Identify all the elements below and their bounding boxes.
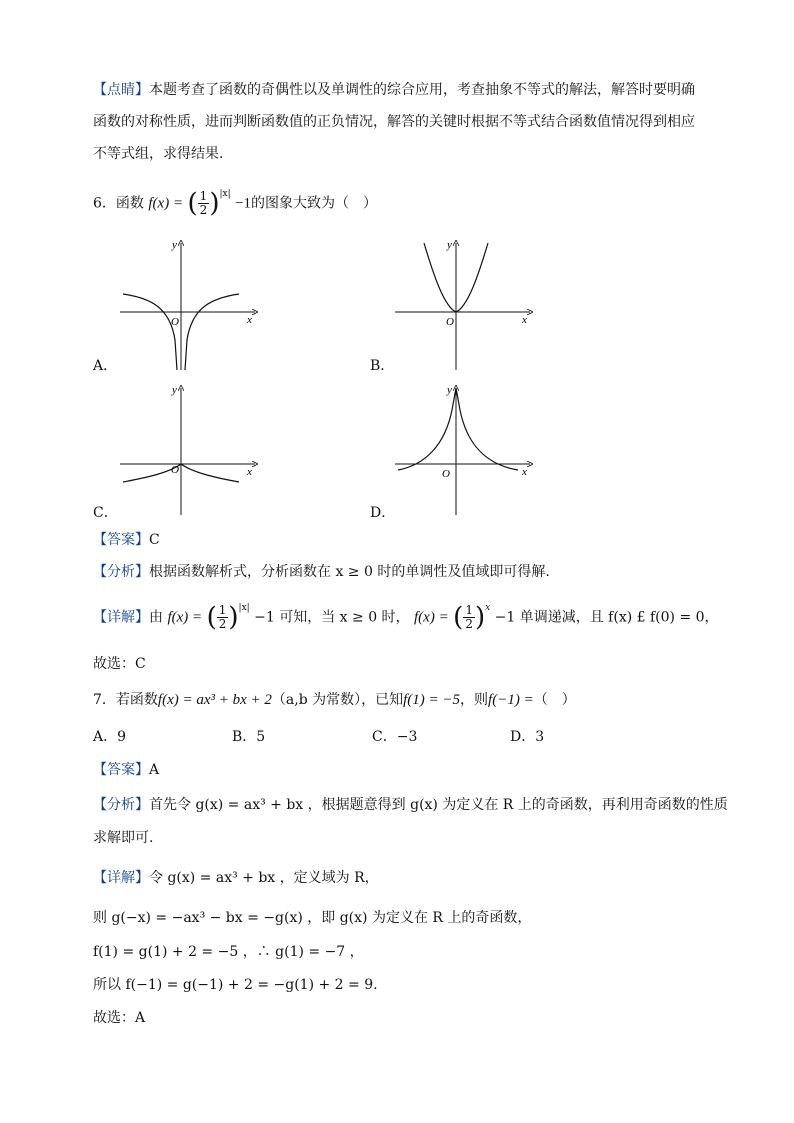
q7-option-a: A．9 bbox=[93, 729, 127, 745]
comment-tag: 【点睛】 bbox=[93, 82, 149, 98]
origin-label: O bbox=[446, 316, 454, 328]
svg-text:x: x bbox=[247, 314, 252, 326]
q5-comment-line2: 函数的对称性质，进而判断函数值的正负情况，解答的关键时根据不等式结合函数值情况得到相应 bbox=[93, 114, 695, 130]
q7-analysis-line1: 【分析】首先令 g(x) = ax³ + bx ，根据题意得到 g(x) 为定义在 R 上的奇函数，再利用奇函数的性质 bbox=[93, 797, 728, 813]
svg-text:y: y bbox=[447, 239, 452, 251]
svg-text:x: x bbox=[522, 466, 527, 478]
origin-label: O bbox=[171, 316, 179, 328]
svg-text:x: x bbox=[247, 466, 252, 478]
q5-comment-line1: 【点睛】本题考查了函数的奇偶性以及单调性的综合应用，考查抽象不等式的解法，解答时要明确 bbox=[93, 82, 695, 98]
option-a-label: A． bbox=[93, 358, 118, 374]
option-c-label: C． bbox=[93, 505, 118, 521]
option-d-label: D． bbox=[370, 505, 396, 521]
q6-detail: 【详解】由 f(x) = ( $\frac{1}{2}$ )$^{|x|}$ −1 可知，当 x ≥ 0 时， f(x) = ( $\frac{1}{2}$ )$^x$ −1 单调递减，且 f(x) £ f(0) = 0， bbox=[93, 602, 719, 633]
q6-answer: 【答案】C bbox=[93, 532, 160, 548]
q7-option-c: C．−3 bbox=[372, 729, 418, 745]
q6-stem: 6．函数 f(x) = ( $\frac{1}{2}$ )$^{|x|}$ −1的图象大致为（ ） bbox=[93, 188, 378, 219]
svg-text:x: x bbox=[522, 314, 527, 326]
graph-option-d bbox=[390, 380, 540, 520]
svg-text:y: y bbox=[447, 384, 452, 396]
q7-option-d: D．3 bbox=[510, 729, 545, 745]
origin-label: O bbox=[442, 468, 450, 480]
q7-analysis-line2: 求解即可. bbox=[93, 830, 154, 846]
q6-conclusion: 故选：C bbox=[93, 656, 146, 672]
svg-text:y: y bbox=[172, 239, 177, 251]
origin-label: O bbox=[171, 464, 179, 476]
option-b-label: B． bbox=[370, 358, 395, 374]
svg-text:y: y bbox=[172, 384, 177, 396]
fraction: $\frac{1}{2}$ bbox=[199, 189, 208, 217]
q7-detail-line1: 【详解】令 g(x) = ax³ + bx ，定义域为 R， bbox=[93, 870, 379, 886]
q7-stem: 7．若函数f(x) = ax³ + bx + 2（a,b 为常数），已知f(1) = −5，则f(−1) =（ ） bbox=[93, 692, 576, 708]
q7-answer: 【答案】A bbox=[93, 762, 160, 778]
q7-conclusion: 故选：A bbox=[93, 1010, 146, 1026]
q6-analysis: 【分析】根据函数解析式，分析函数在 x ≥ 0 时的单调性及值域即可得解. bbox=[93, 564, 550, 580]
q7-detail-line3: f(1) = g(1) + 2 = −5 ，∴ g(1) = −7 ， bbox=[93, 944, 364, 960]
graph-option-b bbox=[390, 235, 540, 375]
graph-option-a bbox=[115, 235, 265, 375]
q7-detail-line4: 所以 f(−1) = g(−1) + 2 = −g(1) + 2 = 9. bbox=[93, 977, 378, 993]
q5-comment-line3: 不等式组，求得结果. bbox=[93, 146, 224, 162]
graph-option-c bbox=[115, 380, 265, 520]
q7-option-b: B．5 bbox=[232, 729, 266, 745]
q7-detail-line2: 则 g(−x) = −ax³ − bx = −g(x) ，即 g(x) 为定义在 R 上的奇函数， bbox=[93, 910, 532, 926]
